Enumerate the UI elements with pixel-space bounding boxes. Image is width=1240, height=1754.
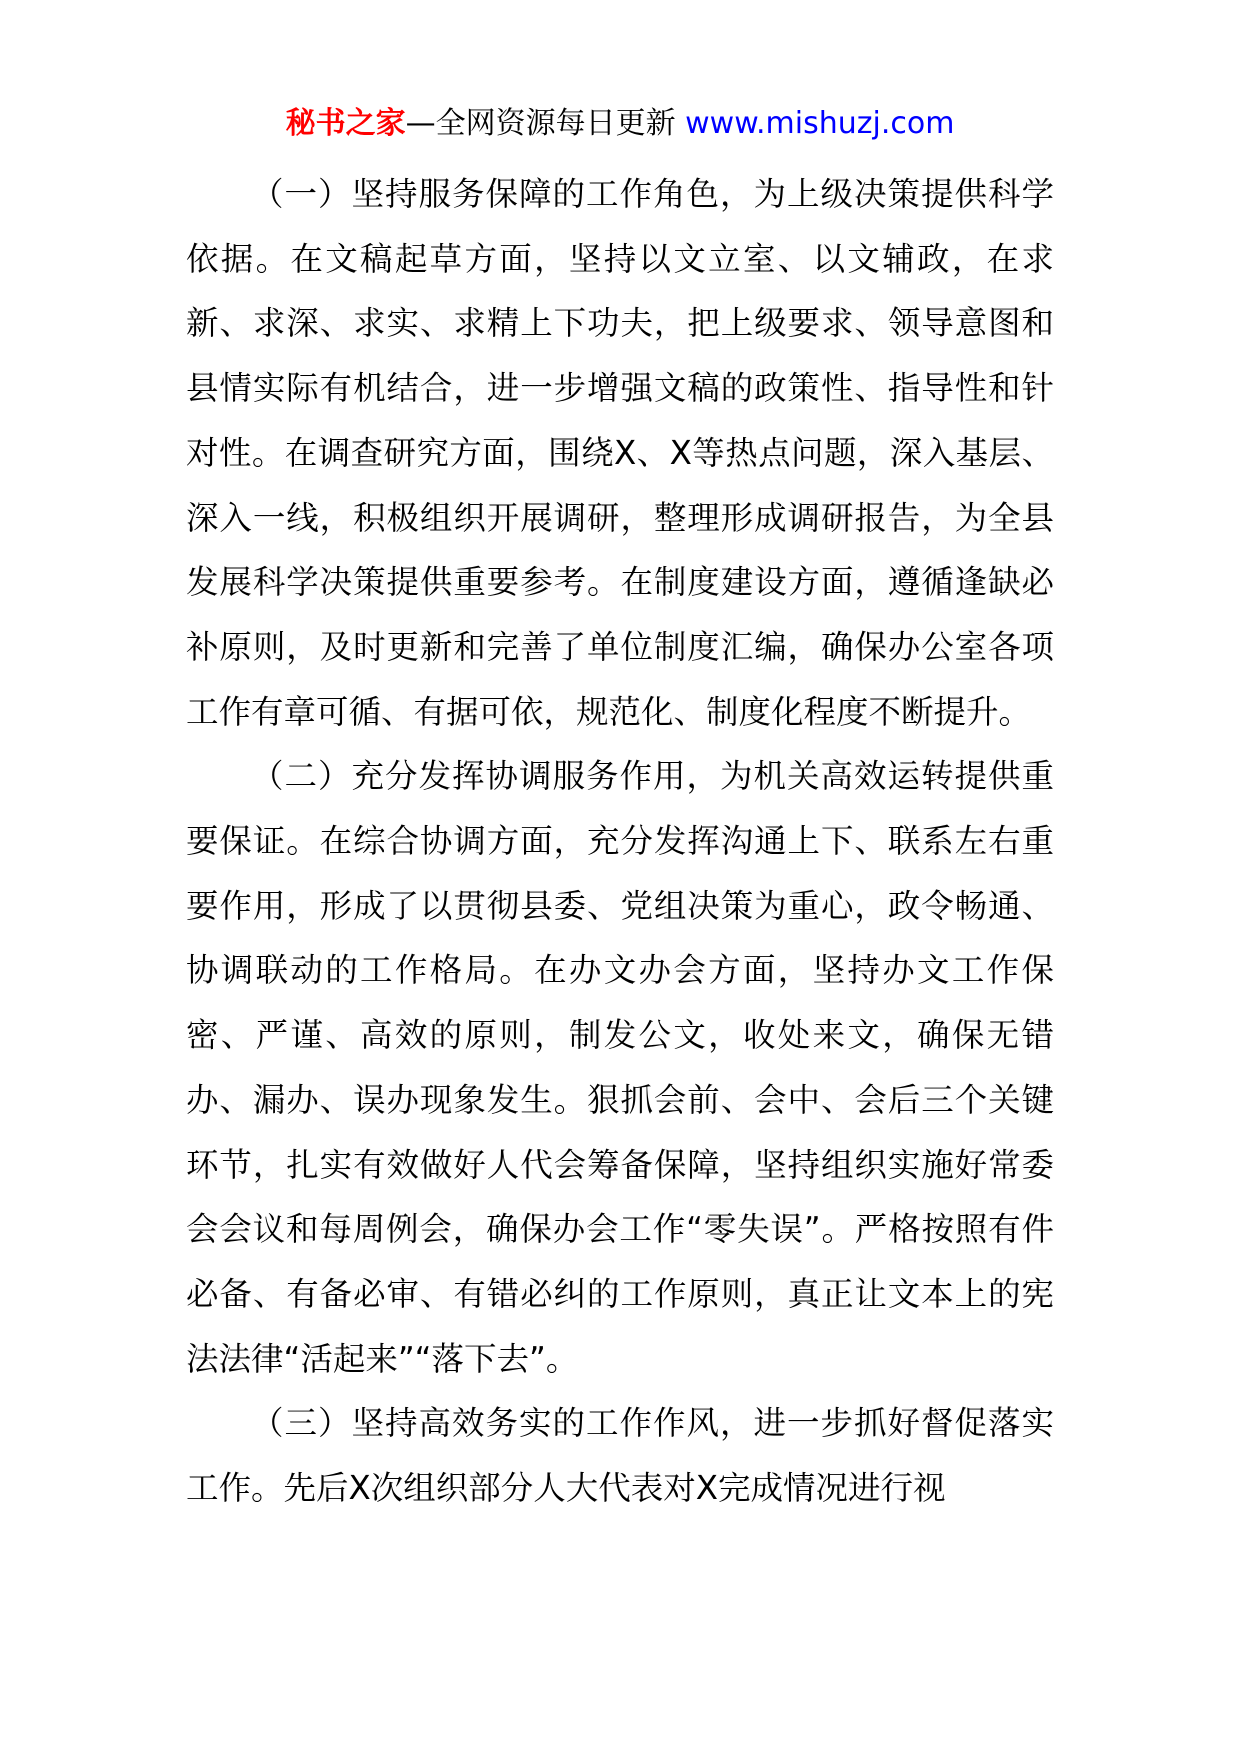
site-url-link[interactable]: www.mishuzj.com xyxy=(685,106,955,141)
paragraph-3: （三）坚持高效务实的工作作风，进一步抓好督促落实工作。先后X次组织部分人大代表对X完成情况进行视 xyxy=(186,1404,1054,1508)
brand-slogan: —全网资源每日更新 xyxy=(405,106,676,141)
paragraph-1: （一）坚持服务保障的工作角色，为上级决策提供科学依据。在文稿起草方面，坚持以文立室、以文辅政，在求新、求深、求实、求精上下功夫，把上级要求、领导意图和县情实际有机结合，进一步增强文稿的政策性、指导性和针对性。在调查研究方面，围绕X、X等热点问题，深入基层、深入一线，积极组织开展调研，整理形成调研报告，为全县发展科学决策提供重要参考。在制度建设方面，遵循逢缺必补原则，及时更新和完善了单位制度汇编，确保办公室各项工作有章可循、有据可依，规范化、制度化程度不断提升。 xyxy=(186,175,1054,731)
document-body xyxy=(186,162,1054,1521)
brand-name: 秘书之家 xyxy=(285,106,406,141)
watermark-header xyxy=(0,104,1240,144)
paragraph-2: （二）充分发挥协调服务作用，为机关高效运转提供重要保证。在综合协调方面，充分发挥沟通上下、联系左右重要作用，形成了以贯彻县委、党组决策为重心，政令畅通、协调联动的工作格局。在办文办会方面，坚持办文工作保密、严谨、高效的原则，制发公文，收处来文，确保无错办、漏办、误办现象发生。狠抓会前、会中、会后三个关键环节，扎实有效做好人代会筹备保障，坚持组织实施好常委会会议和每周例会，确保办会工作“零失误”。严格按照有件必备、有备必审、有错必纠的工作原则，真正让文本上的宪法法律“活起来”“落下去”。 xyxy=(186,757,1054,1378)
